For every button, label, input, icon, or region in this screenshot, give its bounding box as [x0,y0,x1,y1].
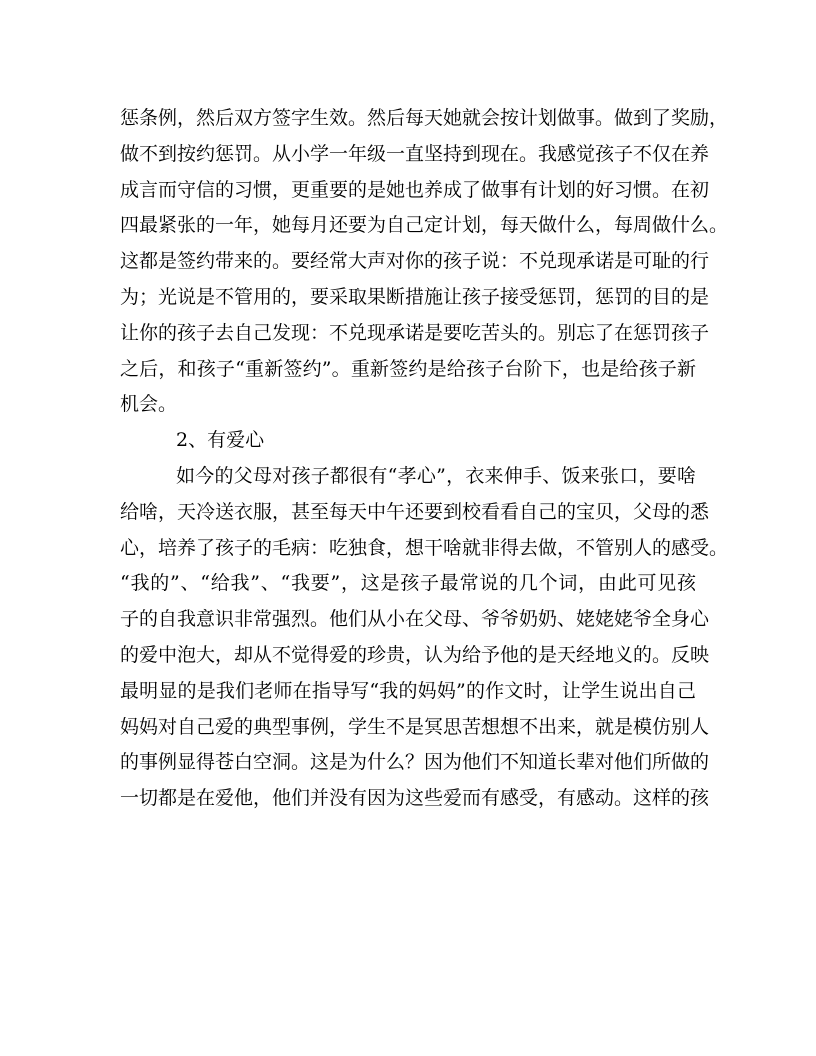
paragraph-1 [120,101,729,423]
paragraph-2 [120,459,729,817]
text-line: 机会。 [120,393,178,416]
text-line: 让你的孩子去自己发现：不兑现承诺是要吃苦头的。别忘了在惩罚孩子 [120,321,710,344]
text-line: “我的”、“给我”、“我要”，这是孩子最常说的几个词，由此可见孩 [120,572,696,595]
text-line: 给啥，天冷送衣服，甚至每天中午还要到校看看自己的宝贝，父母的悉 [120,500,710,523]
section-heading: 2、有爱心 [176,429,265,452]
text-line: 的事例显得苍白空洞。这是为什么？因为他们不知道长辈对他们所做的 [120,751,710,774]
text-line: 为；光说是不管用的，要采取果断措施让孩子接受惩罚，惩罚的目的是 [120,285,710,308]
text-line: 成言而守信的习惯，更重要的是她也养成了做事有计划的好习惯。在初 [120,178,710,201]
document-body [120,101,729,817]
text-line: 做不到按约惩罚。从小学一年级一直坚持到现在。我感觉孩子不仅在养 [120,142,710,165]
text-line: 这都是签约带来的。要经常大声对你的孩子说：不兑现承诺是可耻的行 [120,250,710,273]
text-line: 的爱中泡大，却从不觉得爱的珍贵，认为给予他的是天经地义的。反映 [120,643,710,666]
text-line: 子的自我意识非常强烈。他们从小在父母、爷爷奶奶、姥姥姥爷全身心 [120,608,710,631]
text-line: 一切都是在爱他，他们并没有因为这些爱而有感受，有感动。这样的孩 [120,787,710,810]
text-line: 之后，和孩子“重新签约”。重新签约是给孩子台阶下，也是给孩子新 [120,357,696,380]
text-line: 心，培养了孩子的毛病：吃独食，想干啥就非得去做，不管别人的感受。 [120,536,729,559]
text-line: 最明显的是我们老师在指导写“我的妈妈”的作文时，让学生说出自己 [120,679,696,702]
text-line: 妈妈对自己爱的典型事例，学生不是冥思苦想想不出来，就是模仿别人 [120,715,710,738]
text-line: 如今的父母对孩子都很有“孝心”，衣来伸手、饭来张口，要啥 [176,464,696,487]
text-line: 惩条例，然后双方签字生效。然后每天她就会按计划做事。做到了奖励， [120,107,729,129]
text-line: 四最紧张的一年，她每月还要为自己定计划，每天做什么，每周做什么。 [120,214,729,237]
